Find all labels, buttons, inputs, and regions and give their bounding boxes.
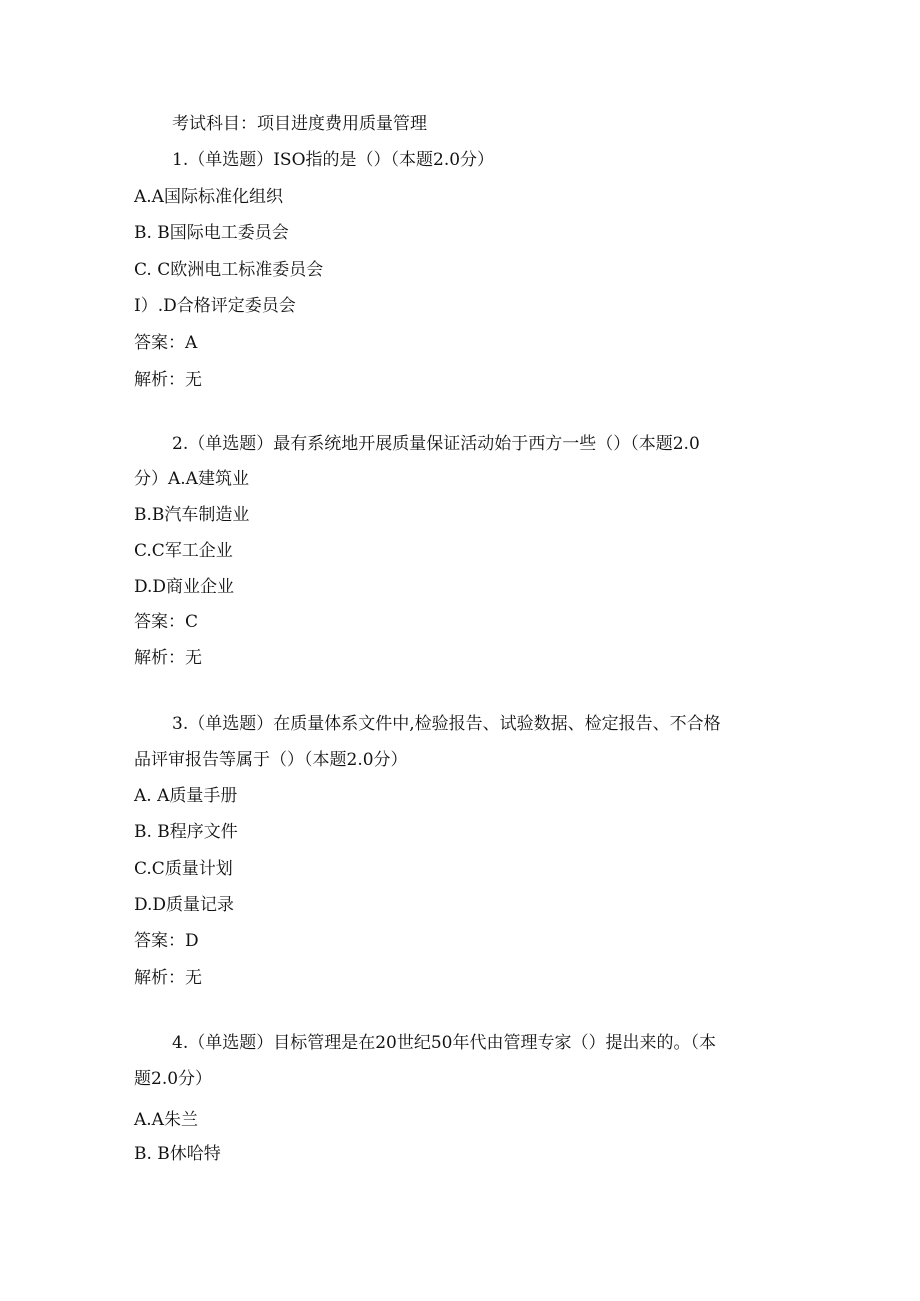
question-1-option-a: A.A国际标准化组织 — [134, 187, 283, 207]
question-3-option-d: D.D质量记录 — [134, 895, 235, 915]
question-3-analysis: 解析：无 — [134, 968, 202, 988]
question-4-option-b: B. B休哈特 — [134, 1144, 221, 1164]
question-2-option-c: C.C军工企业 — [134, 541, 233, 561]
question-4-stem-line-2: 题2.0分） — [134, 1069, 213, 1089]
question-1-answer: 答案：A — [134, 333, 198, 353]
question-1-option-b: B. B国际电工委员会 — [134, 223, 289, 243]
question-1-analysis: 解析：无 — [134, 370, 202, 390]
question-2-stem-line-1: 2.（单选题）最有系统地开展质量保证活动始于西方一些（）（本题2.0 — [172, 434, 700, 454]
question-2-option-d: D.D商业企业 — [134, 577, 235, 597]
question-2-stem-line-2: 分）A.A建筑业 — [134, 469, 249, 489]
question-1-option-c: C. C欧洲电工标准委员会 — [134, 260, 324, 280]
exam-subject: 考试科目：项目进度费用质量管理 — [172, 114, 427, 134]
question-3-answer: 答案：D — [134, 931, 199, 951]
question-3-stem-line-2: 品评审报告等属于（）（本题2.0分） — [134, 750, 408, 770]
question-3-option-a: A. A质量手册 — [134, 786, 238, 806]
question-1-stem: 1.（单选题）ISO指的是（）（本题2.0分） — [172, 150, 495, 170]
question-1-option-d: I）.D合格评定委员会 — [134, 296, 296, 316]
question-2-analysis: 解析：无 — [134, 648, 202, 668]
question-4-option-a: A.A朱兰 — [134, 1110, 198, 1130]
question-3-option-c: C.C质量计划 — [134, 859, 233, 879]
question-4-stem-line-1: 4.（单选题）目标管理是在20世纪50年代由管理专家（）提出来的。（本 — [172, 1033, 716, 1053]
question-2-answer: 答案：C — [134, 612, 199, 632]
question-2-option-b: B.B汽车制造业 — [134, 505, 250, 525]
question-3-option-b: B. B程序文件 — [134, 822, 238, 842]
question-3-stem-line-1: 3.（单选题）在质量体系文件中,检验报告、试验数据、检定报告、不合格 — [172, 714, 721, 734]
